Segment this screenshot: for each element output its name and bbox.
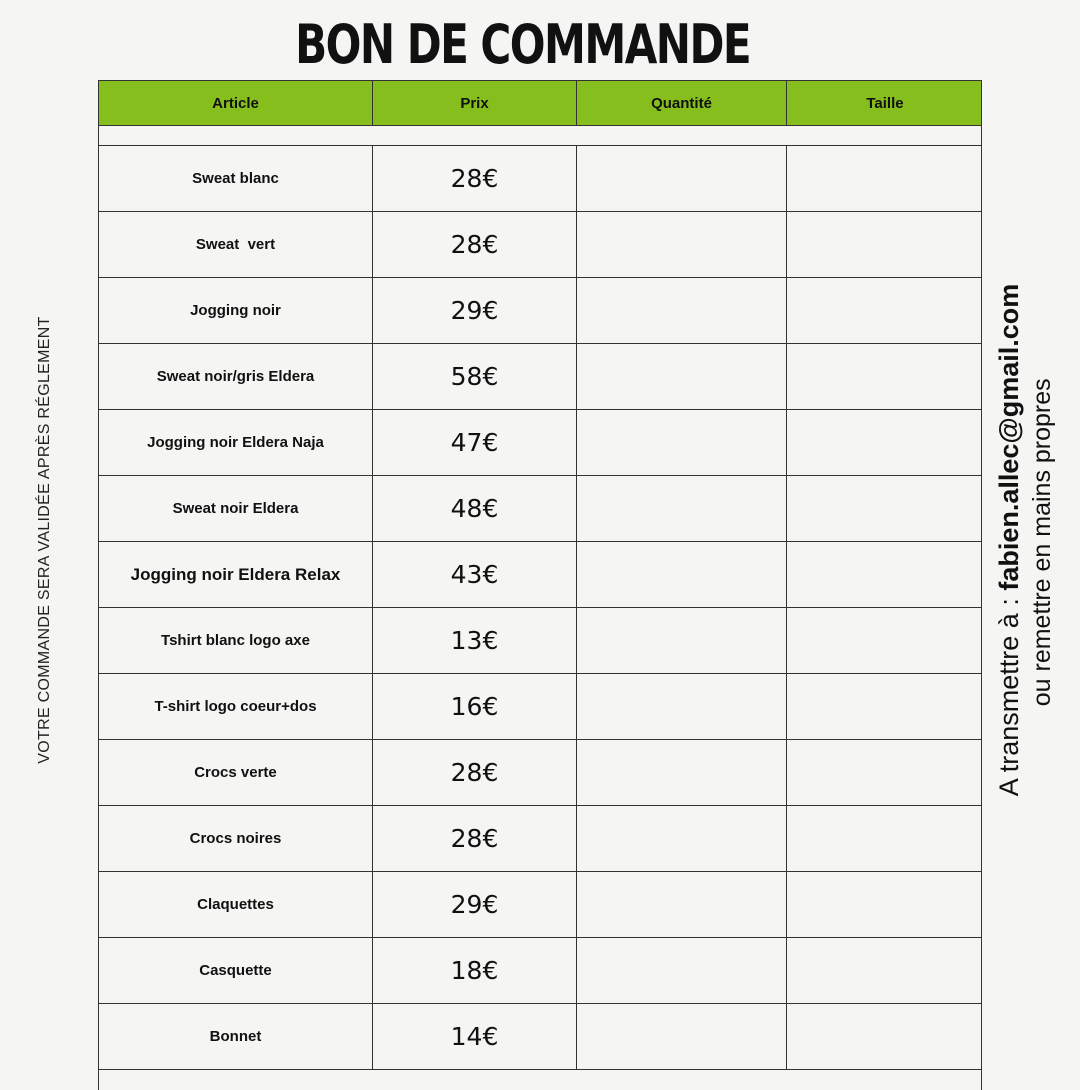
quantity-cell[interactable] [577,146,787,211]
size-cell[interactable] [787,212,983,277]
size-cell[interactable] [787,410,983,475]
price-cell: 48€ [373,476,577,541]
price-cell: 58€ [373,344,577,409]
quantity-cell[interactable] [577,740,787,805]
quantity-cell[interactable] [577,806,787,871]
size-cell[interactable] [787,542,983,607]
size-cell[interactable] [787,476,983,541]
price-cell: 43€ [373,542,577,607]
contact-note [992,284,1058,797]
article-cell: Jogging noir [99,278,373,343]
table-spacer [98,126,982,146]
size-cell[interactable] [787,146,983,211]
order-table [98,80,982,1090]
table-row [98,674,982,740]
table-row [98,740,982,806]
size-cell[interactable] [787,938,983,1003]
quantity-cell[interactable] [577,542,787,607]
price-cell: 16€ [373,674,577,739]
table-row [98,344,982,410]
table-row [98,476,982,542]
handover-line: ou remettre en mains propres [1028,378,1056,707]
validation-note: VOTRE COMMANDE SERA VALIDÉE APRÈS RÉGLEMENT [36,316,53,764]
size-cell[interactable] [787,806,983,871]
quantity-cell[interactable] [577,872,787,937]
quantity-cell[interactable] [577,674,787,739]
price-cell: 18€ [373,938,577,1003]
table-row [98,806,982,872]
size-cell[interactable] [787,674,983,739]
contact-prefix: A transmettre à : [994,590,1024,797]
price-cell: 28€ [373,146,577,211]
size-cell[interactable] [787,344,983,409]
header-prix: Prix [373,81,577,125]
price-cell: 47€ [373,410,577,475]
header-quantite: Quantité [577,81,787,125]
quantity-cell[interactable] [577,608,787,673]
table-row [98,872,982,938]
size-cell[interactable] [787,278,983,343]
table-row [98,1004,982,1070]
header-taille: Taille [866,94,904,112]
article-cell: Tshirt blanc logo axe [99,608,373,673]
table-row [98,410,982,476]
size-cell[interactable] [787,740,983,805]
quantity-cell[interactable] [577,938,787,1003]
table-header [98,80,982,126]
price-cell: 14€ [373,1004,577,1069]
table-row [98,278,982,344]
header-article: Article [99,81,373,125]
size-cell[interactable] [787,608,983,673]
table-row [98,212,982,278]
quantity-cell[interactable] [577,1004,787,1069]
article-cell: Sweat blanc [99,146,373,211]
table-bottom [98,1070,982,1090]
contact-email[interactable]: fabien.allec@gmail.com [994,283,1024,591]
quantity-cell[interactable] [577,476,787,541]
contact-line [992,284,1026,797]
price-cell: 29€ [373,278,577,343]
article-cell: Sweat noir Eldera [99,476,373,541]
table-row [98,938,982,1004]
table-row [98,608,982,674]
article-cell: Sweat noir/gris Eldera [99,344,373,409]
article-cell: Crocs noires [99,806,373,871]
size-cell[interactable] [787,872,983,937]
article-cell: Crocs verte [99,740,373,805]
article-cell: Jogging noir Eldera Relax [99,542,373,607]
price-cell: 28€ [373,212,577,277]
table-row [98,146,982,212]
price-cell: 29€ [373,872,577,937]
article-cell: Sweat vert [99,212,373,277]
quantity-cell[interactable] [577,410,787,475]
price-cell: 13€ [373,608,577,673]
quantity-cell[interactable] [577,344,787,409]
article-cell: Claquettes [99,872,373,937]
size-cell[interactable] [787,1004,983,1069]
article-cell: Casquette [99,938,373,1003]
quantity-cell[interactable] [577,278,787,343]
table-row [98,542,982,608]
quantity-cell[interactable] [577,212,787,277]
article-cell: Bonnet [99,1004,373,1069]
page-title: BON DE COMMANDE [295,13,751,76]
article-cell: Jogging noir Eldera Naja [99,410,373,475]
price-cell: 28€ [373,740,577,805]
article-cell: T-shirt logo coeur+dos [99,674,373,739]
price-cell: 28€ [373,806,577,871]
